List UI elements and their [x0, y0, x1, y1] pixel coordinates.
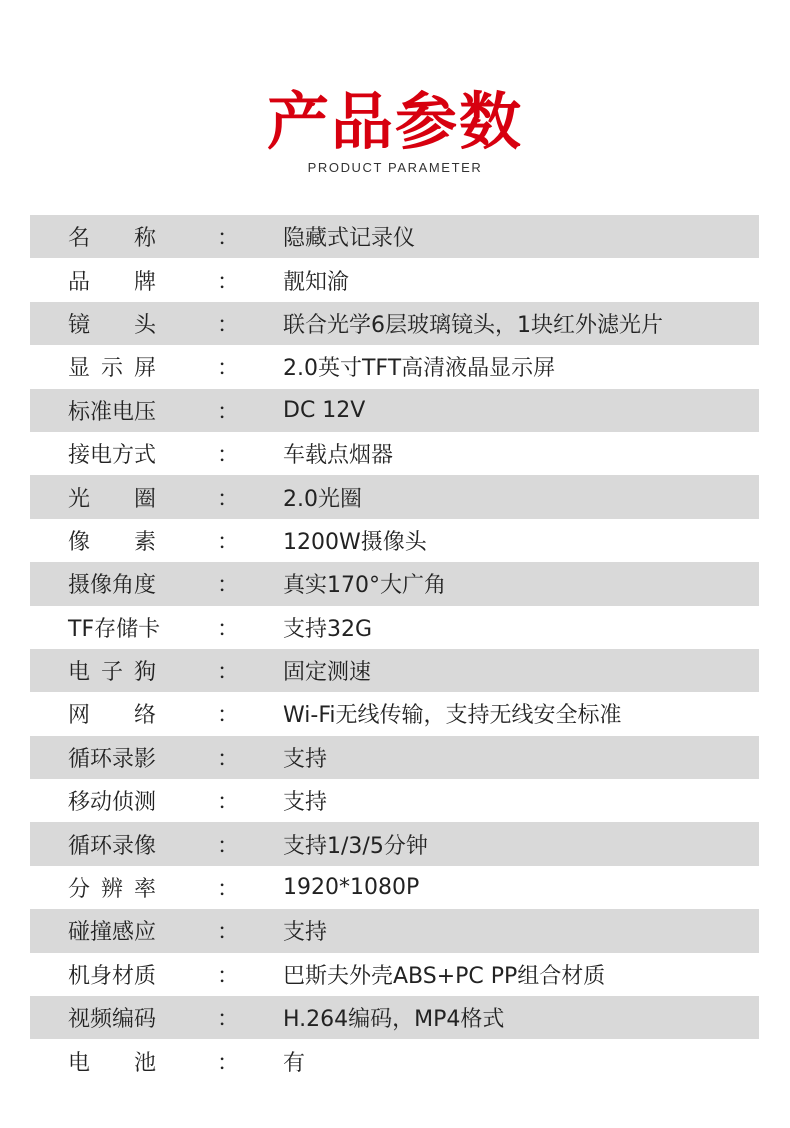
param-separator: ： — [217, 356, 240, 382]
param-separator: ： — [217, 1050, 240, 1076]
param-label-part: 屏 — [133, 356, 156, 382]
param-separator: ： — [217, 269, 240, 295]
param-label-part: 头 — [133, 312, 156, 338]
param-label-part: 池 — [133, 1050, 156, 1076]
param-label-part: 牌 — [133, 269, 156, 295]
param-label — [68, 525, 156, 556]
param-row — [30, 519, 759, 562]
param-row — [30, 996, 759, 1039]
param-label — [68, 1002, 156, 1033]
param-label-part: 络 — [133, 703, 156, 729]
param-row — [30, 1039, 759, 1082]
param-row — [30, 953, 759, 996]
param-value: 支持 — [283, 920, 328, 946]
param-label-part: 电 — [68, 660, 91, 686]
param-separator: ： — [217, 226, 240, 252]
param-label — [68, 785, 156, 816]
param-separator: ： — [217, 443, 240, 469]
param-value: 1200W摄像头 — [283, 529, 427, 555]
param-label — [68, 221, 156, 252]
param-label — [68, 1046, 156, 1077]
param-value: 巴斯夫外壳ABS+PC PP组合材质 — [283, 963, 606, 989]
param-separator: ： — [217, 1007, 240, 1033]
param-separator: ： — [217, 877, 240, 903]
param-label-part: 示 — [100, 356, 123, 382]
param-separator: ： — [217, 746, 240, 772]
param-label-part: 移动侦测 — [68, 790, 157, 816]
parameter-table — [30, 215, 759, 1083]
param-label-part: 镜 — [68, 312, 91, 338]
param-value: 有 — [283, 1050, 306, 1076]
param-separator: ： — [217, 833, 240, 859]
param-label — [68, 308, 156, 339]
param-label — [68, 829, 156, 860]
param-label-part: 品 — [68, 269, 91, 295]
param-label-part: 碰撞感应 — [68, 920, 157, 946]
param-row — [30, 215, 759, 258]
param-row — [30, 432, 759, 475]
param-label — [68, 742, 156, 773]
param-row — [30, 475, 759, 518]
param-label-part: 称 — [133, 226, 156, 252]
param-row — [30, 649, 759, 692]
param-label — [68, 351, 156, 382]
param-value: 固定测速 — [283, 660, 372, 686]
param-separator: ： — [217, 616, 240, 642]
param-separator: ： — [217, 399, 240, 425]
param-label — [68, 959, 156, 990]
param-value: DC 12V — [283, 397, 366, 423]
param-label-part: 显 — [68, 356, 91, 382]
param-separator: ： — [217, 703, 240, 729]
param-row — [30, 692, 759, 735]
param-value: Wi-Fi无线传输，支持无线安全标准 — [283, 703, 622, 729]
param-label — [68, 265, 156, 296]
param-separator: ： — [217, 312, 240, 338]
param-label — [68, 438, 156, 469]
param-label — [68, 915, 156, 946]
param-value: 联合光学6层玻璃镜头，1块红外滤光片 — [283, 312, 663, 338]
param-row — [30, 345, 759, 388]
param-label — [68, 872, 156, 903]
param-label-part: 循环录像 — [68, 833, 157, 859]
param-value: 2.0光圈 — [283, 486, 362, 512]
param-label-part: 机身材质 — [68, 963, 157, 989]
param-label-part: 接电方式 — [68, 443, 157, 469]
param-label-part: 圈 — [133, 486, 156, 512]
param-separator: ： — [217, 790, 240, 816]
param-label-part: 电 — [68, 1050, 91, 1076]
param-label-part: 辨 — [100, 877, 123, 903]
param-label — [68, 482, 156, 513]
param-separator: ： — [217, 573, 240, 599]
param-label-part: 标准电压 — [68, 399, 157, 425]
param-row — [30, 606, 759, 649]
param-label — [68, 395, 156, 426]
param-separator: ： — [217, 486, 240, 512]
param-row — [30, 822, 759, 865]
page-subtitle: PRODUCT PARAMETER — [307, 160, 483, 175]
param-label-part: 像 — [68, 529, 91, 555]
param-label-part: 子 — [100, 660, 123, 686]
param-row — [30, 779, 759, 822]
param-label — [68, 698, 156, 729]
param-separator: ： — [217, 529, 240, 555]
page-header — [0, 85, 790, 175]
param-label-part: 摄像角度 — [68, 573, 157, 599]
param-separator: ： — [217, 920, 240, 946]
param-value: 靓知渝 — [283, 269, 350, 295]
param-value: 支持 — [283, 790, 328, 816]
param-label-part: 率 — [133, 877, 156, 903]
param-value: 车载点烟器 — [283, 443, 394, 469]
param-separator: ： — [217, 963, 240, 989]
param-label-part: 名 — [68, 226, 91, 252]
param-separator: ： — [217, 660, 240, 686]
param-value: H.264编码，MP4格式 — [283, 1007, 505, 1033]
param-label-part: 素 — [133, 529, 156, 555]
param-row — [30, 866, 759, 909]
param-label — [68, 568, 156, 599]
param-label-part: TF存储卡 — [68, 616, 161, 642]
param-row — [30, 909, 759, 952]
param-value: 支持1/3/5分钟 — [283, 833, 428, 859]
param-value: 1920*1080P — [283, 875, 420, 901]
page-title: 产品参数 — [266, 85, 523, 158]
param-value: 2.0英寸TFT高清液晶显示屏 — [283, 356, 556, 382]
param-row — [30, 562, 759, 605]
param-label-part: 光 — [68, 486, 91, 512]
param-label-part: 循环录影 — [68, 746, 157, 772]
param-value: 隐藏式记录仪 — [283, 226, 416, 252]
param-row — [30, 389, 759, 432]
param-label-part: 狗 — [133, 660, 156, 686]
param-row — [30, 302, 759, 345]
param-row — [30, 258, 759, 301]
param-label-part: 网 — [68, 703, 91, 729]
param-label — [68, 655, 156, 686]
param-value: 支持32G — [283, 616, 373, 642]
param-value: 真实170°大广角 — [283, 573, 446, 599]
param-label — [68, 612, 161, 643]
param-value: 支持 — [283, 746, 328, 772]
param-label-part: 视频编码 — [68, 1007, 157, 1033]
param-label-part: 分 — [68, 877, 91, 903]
param-row — [30, 736, 759, 779]
